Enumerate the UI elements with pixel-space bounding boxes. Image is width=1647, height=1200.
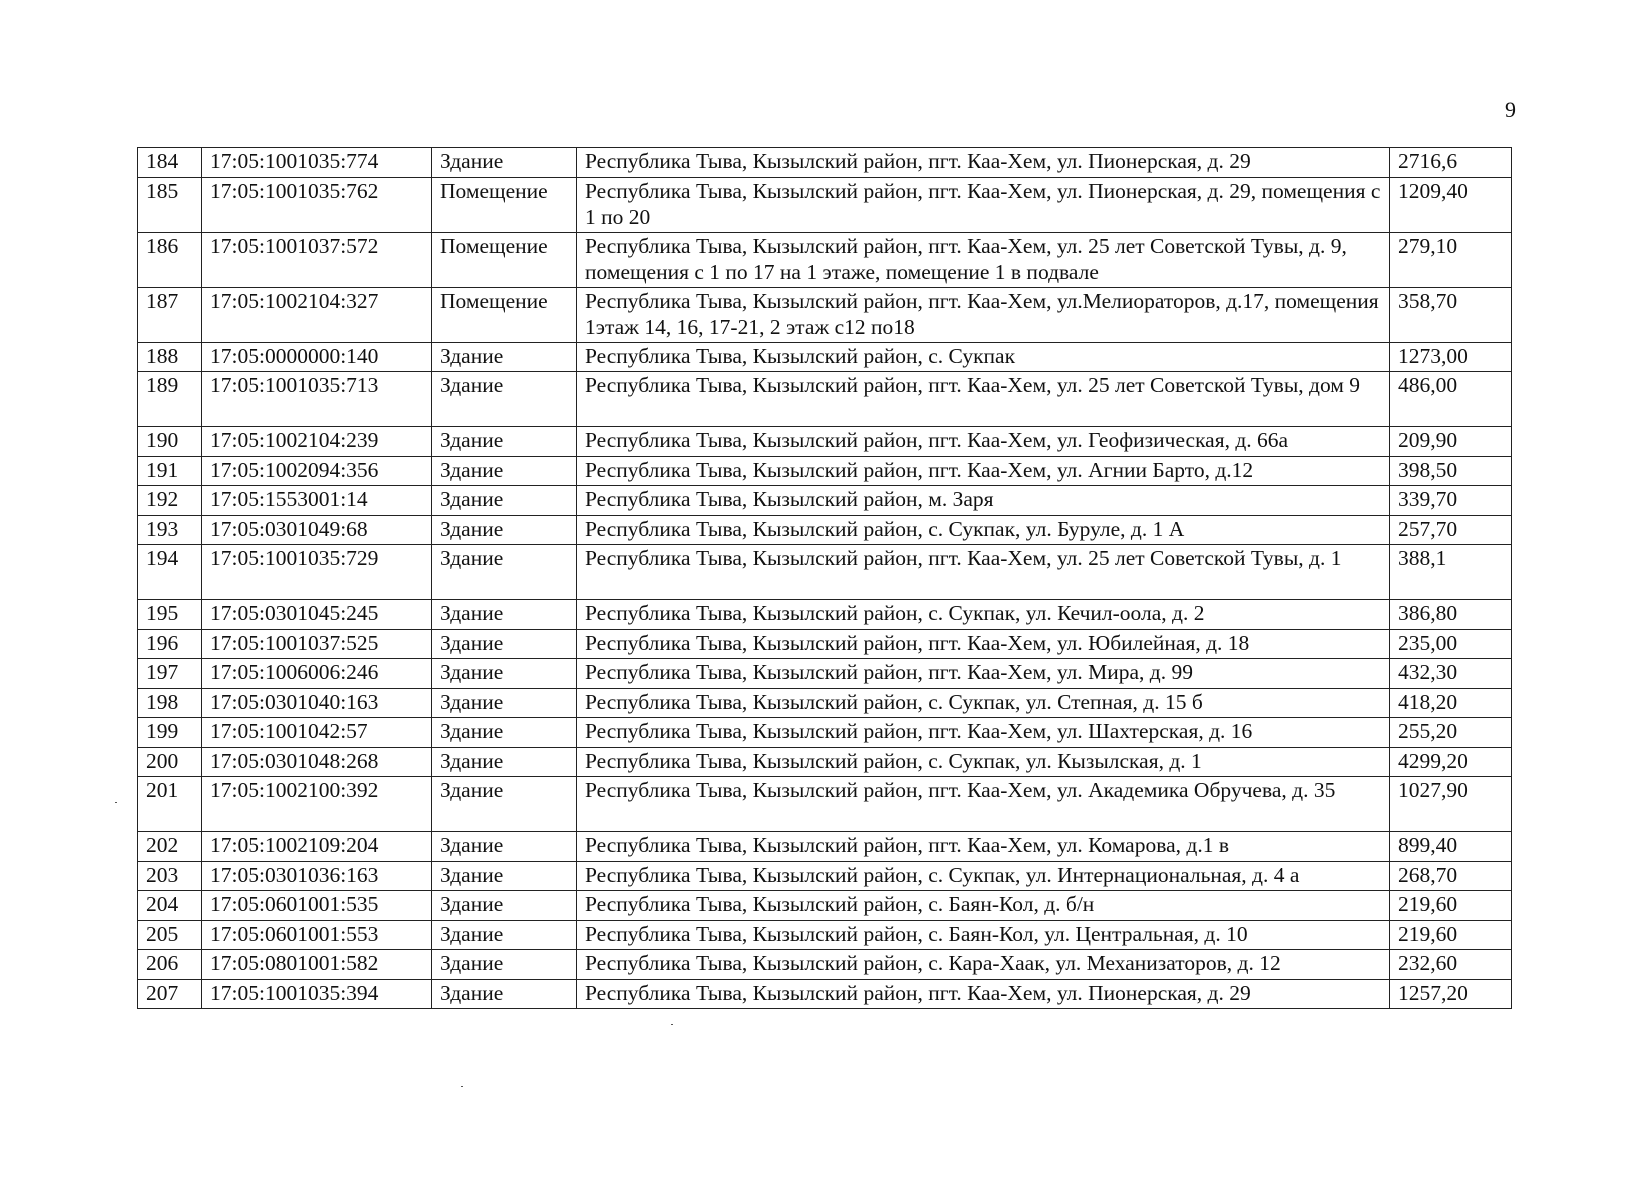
object-address: Республика Тыва, Кызылский район, пгт. Каа-Хем, ул. Академика Обручева, д. 35 [577,777,1390,832]
row-number: 199 [138,718,202,748]
object-type: Здание [432,148,577,178]
cadastral-number: 17:05:1002104:239 [202,427,432,457]
object-address: Республика Тыва, Кызылский район, с. Кара-Хаак, ул. Механизаторов, д. 12 [577,950,1390,980]
cadastral-number: 17:05:1001037:572 [202,232,432,287]
table-row [138,148,1512,178]
cadastral-number: 17:05:1001037:525 [202,629,432,659]
object-address: Республика Тыва, Кызылский район, пгт. Каа-Хем, ул. 25 лет Советской Тувы, д. 9, помещения с 1 по 17 на 1 этаже, помещение 1 в подвале [577,232,1390,287]
row-number: 197 [138,659,202,689]
row-number: 206 [138,950,202,980]
table-row [138,891,1512,921]
object-type: Здание [432,688,577,718]
object-type: Здание [432,718,577,748]
object-type: Здание [432,861,577,891]
object-address: Республика Тыва, Кызылский район, пгт. Каа-Хем, ул. Пионерская, д. 29, помещения с 1 по 20 [577,177,1390,232]
object-type: Здание [432,342,577,372]
row-number: 189 [138,372,202,427]
object-type: Здание [432,950,577,980]
object-area: 899,40 [1390,832,1512,862]
table-row [138,950,1512,980]
object-address: Республика Тыва, Кызылский район, пгт. Каа-Хем, ул. Пионерская, д. 29 [577,148,1390,178]
table-row [138,515,1512,545]
page-number: 9 [1505,97,1516,122]
table-row [138,979,1512,1009]
object-address: Республика Тыва, Кызылский район, с. Сукпак, ул. Буруле, д. 1 А [577,515,1390,545]
object-type: Здание [432,427,577,457]
row-number: 185 [138,177,202,232]
object-address: Республика Тыва, Кызылский район, с. Сукпак, ул. Кечил-оола, д. 2 [577,600,1390,630]
object-area: 339,70 [1390,486,1512,516]
object-area: 219,60 [1390,891,1512,921]
object-address: Республика Тыва, Кызылский район, пгт. Каа-Хем, ул. Комарова, д.1 в [577,832,1390,862]
object-type: Помещение [432,177,577,232]
row-number: 184 [138,148,202,178]
object-address: Республика Тыва, Кызылский район, с. Сукпак [577,342,1390,372]
object-type: Здание [432,920,577,950]
object-area: 232,60 [1390,950,1512,980]
object-area: 279,10 [1390,232,1512,287]
cadastral-number: 17:05:1001035:713 [202,372,432,427]
table-row [138,920,1512,950]
table-row [138,177,1512,232]
table-row [138,659,1512,689]
object-address: Республика Тыва, Кызылский район, пгт. Каа-Хем, ул. 25 лет Советской Тувы, д. 1 [577,545,1390,600]
object-address: Республика Тыва, Кызылский район, с. Баян-Кол, д. б/н [577,891,1390,921]
cadastral-number: 17:05:0301036:163 [202,861,432,891]
cadastral-number: 17:05:0000000:140 [202,342,432,372]
table-row [138,832,1512,862]
row-number: 205 [138,920,202,950]
cadastral-number: 17:05:1006006:246 [202,659,432,689]
object-type: Здание [432,891,577,921]
row-number: 196 [138,629,202,659]
table-row [138,232,1512,287]
object-area: 268,70 [1390,861,1512,891]
scan-speck [115,802,117,803]
object-type: Здание [432,486,577,516]
row-number: 195 [138,600,202,630]
cadastral-number: 17:05:0301040:163 [202,688,432,718]
cadastral-number: 17:05:1002104:327 [202,287,432,342]
object-address: Республика Тыва, Кызылский район, с. Сукпак, ул. Кызылская, д. 1 [577,747,1390,777]
row-number: 201 [138,777,202,832]
cadastral-number: 17:05:0601001:553 [202,920,432,950]
object-area: 386,80 [1390,600,1512,630]
object-address: Республика Тыва, Кызылский район, пгт. Каа-Хем, ул. Агнии Барто, д.12 [577,456,1390,486]
row-number: 190 [138,427,202,457]
cadastral-number: 17:05:0301049:68 [202,515,432,545]
cadastral-number: 17:05:1001035:762 [202,177,432,232]
row-number: 188 [138,342,202,372]
object-area: 1273,00 [1390,342,1512,372]
table-row [138,456,1512,486]
cadastral-number: 17:05:0301045:245 [202,600,432,630]
object-area: 2716,6 [1390,148,1512,178]
row-number: 207 [138,979,202,1009]
table-row [138,718,1512,748]
object-address: Республика Тыва, Кызылский район, с. Сукпак, ул. Степная, д. 15 б [577,688,1390,718]
object-area: 388,1 [1390,545,1512,600]
object-type: Помещение [432,287,577,342]
table-row [138,287,1512,342]
cadastral-number: 17:05:1001042:57 [202,718,432,748]
object-address: Республика Тыва, Кызылский район, пгт. Каа-Хем, ул. Шахтерская, д. 16 [577,718,1390,748]
object-type: Здание [432,832,577,862]
table-row [138,747,1512,777]
object-address: Республика Тыва, Кызылский район, пгт. Каа-Хем, ул. 25 лет Советской Тувы, дом 9 [577,372,1390,427]
object-type: Здание [432,545,577,600]
scan-speck [461,1086,463,1087]
object-type: Здание [432,979,577,1009]
object-area: 209,90 [1390,427,1512,457]
table-row [138,861,1512,891]
row-number: 200 [138,747,202,777]
cadastral-number: 17:05:1001035:394 [202,979,432,1009]
row-number: 193 [138,515,202,545]
object-area: 432,30 [1390,659,1512,689]
row-number: 202 [138,832,202,862]
object-address: Республика Тыва, Кызылский район, м. Заря [577,486,1390,516]
object-type: Помещение [432,232,577,287]
object-area: 1027,90 [1390,777,1512,832]
cadastral-number: 17:05:0801001:582 [202,950,432,980]
table-row [138,372,1512,427]
cadastral-number: 17:05:1001035:774 [202,148,432,178]
object-type: Здание [432,456,577,486]
object-address: Республика Тыва, Кызылский район, с. Баян-Кол, ул. Центральная, д. 10 [577,920,1390,950]
object-area: 486,00 [1390,372,1512,427]
row-number: 194 [138,545,202,600]
object-area: 398,50 [1390,456,1512,486]
object-area: 358,70 [1390,287,1512,342]
property-table [137,147,1512,1009]
table-row [138,688,1512,718]
cadastral-number: 17:05:1002109:204 [202,832,432,862]
object-address: Республика Тыва, Кызылский район, с. Сукпак, ул. Интернациональная, д. 4 а [577,861,1390,891]
object-address: Республика Тыва, Кызылский район, пгт. Каа-Хем, ул. Мира, д. 99 [577,659,1390,689]
row-number: 192 [138,486,202,516]
cadastral-number: 17:05:1002100:392 [202,777,432,832]
table-row [138,342,1512,372]
object-type: Здание [432,372,577,427]
row-number: 187 [138,287,202,342]
object-area: 235,00 [1390,629,1512,659]
scan-speck [671,1024,673,1025]
row-number: 186 [138,232,202,287]
row-number: 204 [138,891,202,921]
table-row [138,600,1512,630]
row-number: 203 [138,861,202,891]
object-area: 219,60 [1390,920,1512,950]
row-number: 198 [138,688,202,718]
object-type: Здание [432,777,577,832]
table-row [138,427,1512,457]
object-address: Республика Тыва, Кызылский район, пгт. Каа-Хем, ул. Пионерская, д. 29 [577,979,1390,1009]
object-area: 1209,40 [1390,177,1512,232]
object-type: Здание [432,659,577,689]
cadastral-number: 17:05:0601001:535 [202,891,432,921]
row-number: 191 [138,456,202,486]
cadastral-number: 17:05:0301048:268 [202,747,432,777]
cadastral-number: 17:05:1002094:356 [202,456,432,486]
object-area: 418,20 [1390,688,1512,718]
object-area: 257,70 [1390,515,1512,545]
object-address: Республика Тыва, Кызылский район, пгт. Каа-Хем, ул.Мелиораторов, д.17, помещения 1этаж 14, 16, 17-21, 2 этаж с12 по18 [577,287,1390,342]
object-area: 1257,20 [1390,979,1512,1009]
object-area: 4299,20 [1390,747,1512,777]
table-row [138,629,1512,659]
object-type: Здание [432,515,577,545]
table-row [138,545,1512,600]
object-address: Республика Тыва, Кызылский район, пгт. Каа-Хем, ул. Геофизическая, д. 66а [577,427,1390,457]
cadastral-number: 17:05:1001035:729 [202,545,432,600]
table-row [138,777,1512,832]
object-type: Здание [432,629,577,659]
object-type: Здание [432,600,577,630]
object-type: Здание [432,747,577,777]
object-address: Республика Тыва, Кызылский район, пгт. Каа-Хем, ул. Юбилейная, д. 18 [577,629,1390,659]
table-row [138,486,1512,516]
cadastral-number: 17:05:1553001:14 [202,486,432,516]
object-area: 255,20 [1390,718,1512,748]
